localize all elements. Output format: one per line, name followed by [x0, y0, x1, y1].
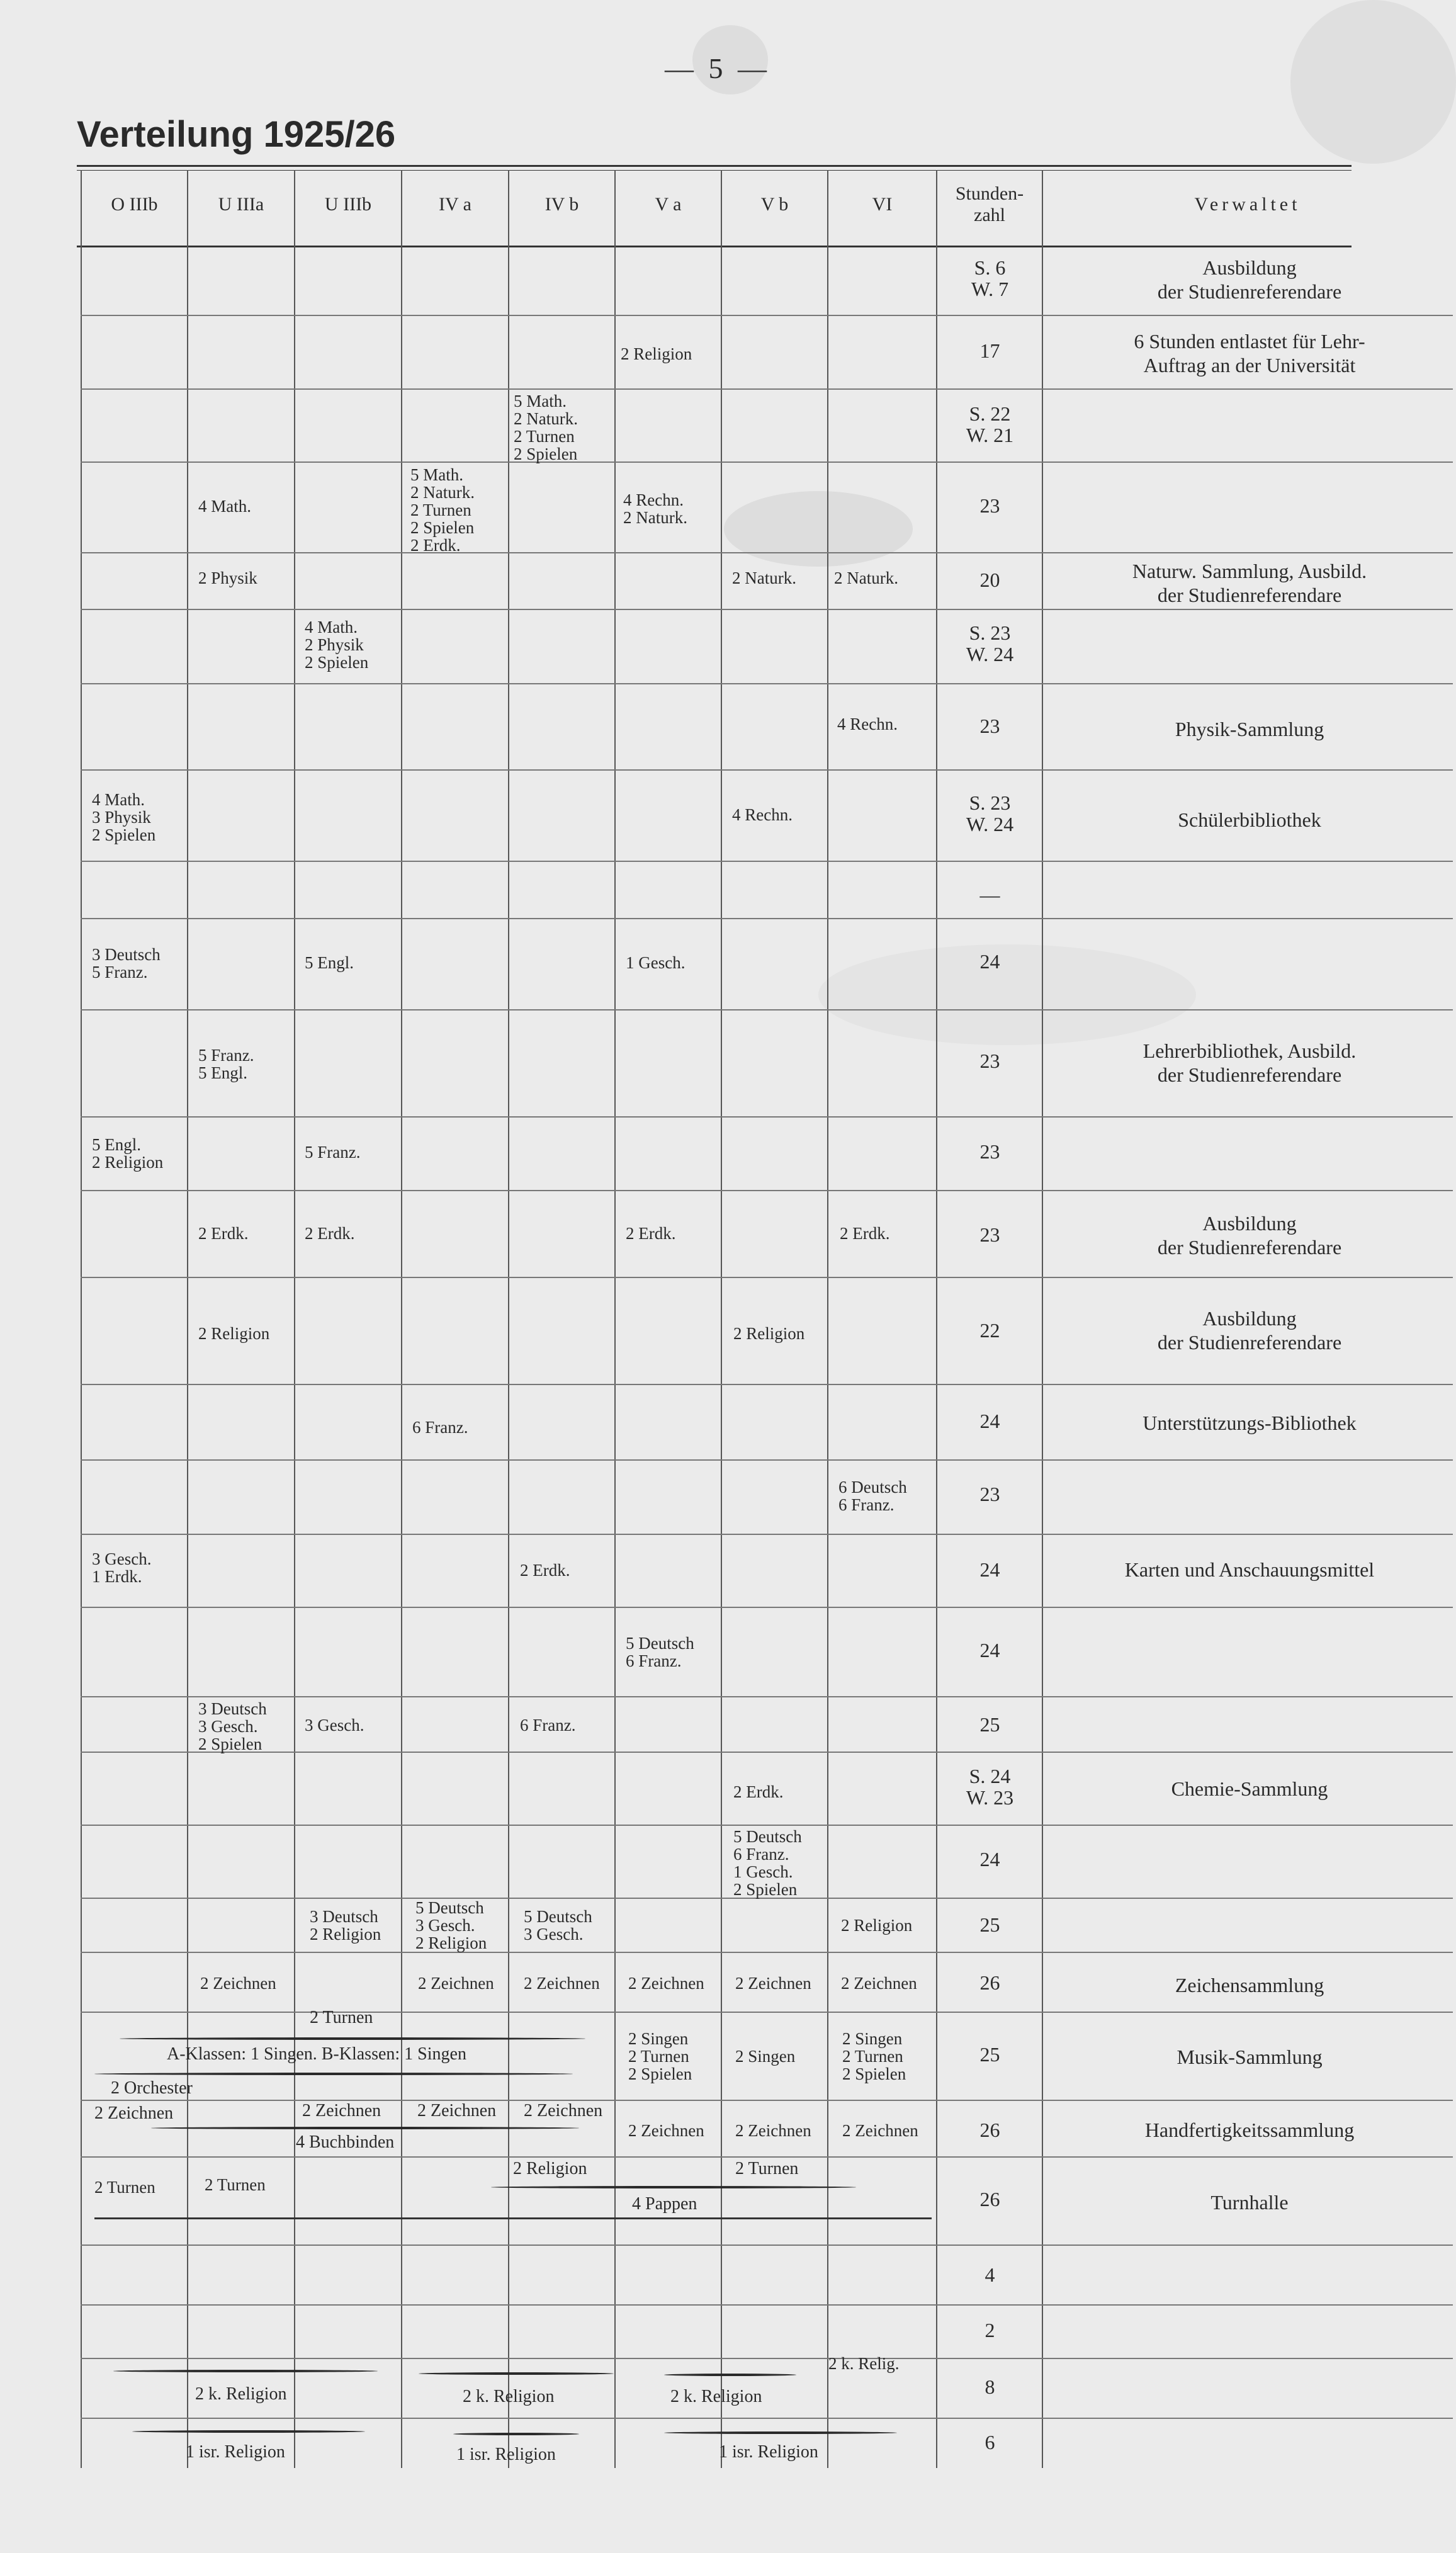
class-cell: 2 Turnen — [205, 2175, 266, 2194]
note-buchbinden: 4 Buchbinden — [296, 2132, 395, 2152]
row-line — [81, 1752, 1453, 1753]
brace — [113, 2370, 378, 2372]
verwaltet-cell: Ausbildung der Studienreferendare — [1157, 1307, 1342, 1354]
page-title: Verteilung 1925/26 — [77, 114, 396, 155]
hours-cell: 24 — [979, 1848, 1000, 1871]
class-cell: 2 Singen 2 Turnen 2 Spielen — [628, 2029, 692, 2083]
header-uiiia: U IIIa — [218, 194, 264, 215]
row-line — [81, 1384, 1453, 1385]
row-line — [81, 2156, 1453, 2158]
note-zeichnen: 2 Zeichnen — [94, 2103, 174, 2123]
verwaltet-cell: Handfertigkeitssammlung — [1144, 2119, 1355, 2141]
column-line — [614, 170, 616, 2468]
class-cell: 2 Zeichnen — [200, 1974, 276, 1993]
hours-cell: 24 — [979, 1558, 1000, 1581]
class-cell: 4 Math. 2 Physik 2 Spielen — [305, 618, 369, 672]
hours-cell: — — [979, 883, 1000, 906]
brace — [453, 2433, 579, 2435]
class-cell: 5 Engl. — [305, 953, 354, 972]
hours-cell: 8 — [985, 2375, 995, 2398]
verwaltet-cell: Physik-Sammlung — [1175, 718, 1324, 740]
hours-cell: S. 24 W. 23 — [966, 1765, 1014, 1809]
note-k-religion: 2 k. Religion — [670, 2387, 762, 2406]
row-line — [81, 1607, 1453, 1608]
row-line — [81, 918, 1453, 919]
hours-cell: 25 — [979, 1913, 1000, 1936]
header-ivb: IV b — [545, 194, 579, 215]
row-line — [81, 461, 1453, 463]
class-cell: 4 Rechn. — [732, 805, 793, 824]
verwaltet-cell: Chemie-Sammlung — [1171, 1777, 1328, 1800]
verwaltet-cell: Turnhalle — [1211, 2191, 1289, 2214]
class-cell: 2 Erdk. — [733, 1782, 784, 1801]
header-verwaltet: Verwaltet — [1194, 194, 1301, 215]
row-line — [81, 861, 1453, 862]
class-cell: 2 Physik — [198, 569, 257, 587]
row-line — [81, 2304, 1453, 2306]
class-cell: 2 Singen 2 Turnen 2 Spielen — [842, 2029, 906, 2083]
class-cell: 5 Franz. — [305, 1143, 361, 1162]
hours-cell: 24 — [979, 1410, 1000, 1432]
note-isr-religion: 1 isr. Religion — [456, 2445, 556, 2464]
hours-cell: S. 23 W. 24 — [966, 621, 1014, 665]
brace — [151, 2127, 579, 2129]
class-cell: 2 Naturk. — [834, 569, 898, 587]
verwaltet-cell: Zeichensammlung — [1175, 1974, 1324, 1996]
row-line — [81, 769, 1453, 771]
hours-cell: 2 — [985, 2319, 995, 2341]
hours-cell: 23 — [979, 1483, 1000, 1505]
class-cell: 2 k. Relig. — [828, 2354, 900, 2373]
class-cell: 2 Zeichnen — [628, 1974, 704, 1993]
hours-cell: S. 23 W. 24 — [966, 791, 1014, 835]
class-cell: 5 Deutsch 6 Franz. 1 Gesch. 2 Spielen — [733, 1827, 802, 1899]
hours-cell: 23 — [979, 1223, 1000, 1246]
hours-cell: 26 — [979, 1971, 1000, 1994]
class-cell: 1 Gesch. — [626, 953, 686, 972]
hours-cell: 23 — [979, 494, 1000, 517]
verwaltet-cell: Ausbildung der Studienreferendare — [1157, 256, 1342, 303]
row-line — [81, 2100, 1453, 2101]
row-line — [81, 2244, 1453, 2246]
hours-cell: 25 — [979, 2043, 1000, 2066]
class-cell: 4 Rechn. — [837, 715, 898, 733]
hours-cell: 6 — [985, 2431, 995, 2454]
hours-cell: 23 — [979, 715, 1000, 737]
header-oiiib: O IIIb — [111, 194, 158, 215]
hours-cell: S. 6 W. 7 — [971, 256, 1009, 300]
column-line — [936, 170, 937, 2468]
note-isr-religion: 1 isr. Religion — [719, 2442, 818, 2462]
note-singen: A-Klassen: 1 Singen. B-Klassen: 1 Singen — [167, 2044, 466, 2064]
class-cell: 3 Deutsch 2 Religion — [310, 1907, 381, 1944]
class-cell: 2 Zeichnen — [418, 1974, 494, 1993]
column-line — [721, 170, 722, 2468]
row-line — [81, 609, 1453, 610]
class-cell: 2 Zeichnen — [735, 1974, 811, 1993]
class-cell: 2 Erdk. — [198, 1224, 249, 1243]
class-cell: 6 Franz. — [412, 1418, 468, 1437]
column-line — [187, 170, 188, 2468]
class-cell: 4 Math. — [198, 497, 251, 516]
header-iva: IV a — [439, 194, 471, 215]
class-cell: 2 Religion — [621, 344, 692, 363]
hours-cell: 23 — [979, 1140, 1000, 1163]
class-cell: 2 Turnen — [94, 2178, 155, 2197]
class-cell: 5 Math. 2 Naturk. 2 Turnen 2 Spielen 2 Erdk. — [410, 465, 475, 555]
verwaltet-cell: Unterstützungs-Bibliothek — [1143, 1412, 1357, 1434]
row-line — [81, 1009, 1453, 1010]
brace — [120, 2037, 585, 2040]
class-cell: 5 Deutsch 3 Gesch. — [524, 1907, 592, 1944]
header-va: V a — [655, 194, 682, 215]
column-line — [1042, 170, 1043, 2468]
note-turnen: 2 Turnen — [735, 2159, 799, 2178]
row-line — [81, 1116, 1453, 1118]
class-cell: 2 Erdk. — [626, 1224, 676, 1243]
header-rule — [77, 246, 1352, 247]
note-k-religion: 2 k. Religion — [463, 2387, 555, 2406]
class-cell: 3 Deutsch 5 Franz. — [92, 945, 161, 982]
brace — [664, 2374, 796, 2376]
note-zeichnen: 2 Zeichnen — [302, 2101, 381, 2120]
hours-cell: 26 — [979, 2119, 1000, 2141]
note-religion: 2 Religion — [513, 2159, 587, 2178]
row-line — [81, 1825, 1453, 1826]
hours-cell: 23 — [979, 1050, 1000, 1072]
top-rule — [77, 165, 1352, 167]
note-pappen: 4 Pappen — [632, 2194, 697, 2214]
class-cell: 3 Gesch. 1 Erdk. — [92, 1549, 152, 1586]
note-orchester: 2 Orchester — [111, 2078, 193, 2098]
class-cell: 2 Zeichnen — [628, 2121, 704, 2140]
class-cell: 5 Franz. 5 Engl. — [198, 1046, 254, 1082]
hours-cell: S. 22 W. 21 — [966, 402, 1014, 446]
hours-cell: 20 — [979, 569, 1000, 591]
row-line — [81, 1534, 1453, 1535]
header-stundenzahl: Stunden- zahl — [955, 183, 1024, 225]
row-line — [81, 2012, 1453, 2013]
class-cell: 5 Engl. 2 Religion — [92, 1135, 164, 1172]
class-cell: 2 Zeichnen — [524, 1974, 600, 1993]
class-cell: 2 Erdk. — [305, 1224, 355, 1243]
row-line — [81, 1190, 1453, 1191]
header-vb: V b — [760, 194, 789, 215]
row-line — [81, 1952, 1453, 1953]
class-cell: 2 Religion — [733, 1324, 805, 1343]
brace — [664, 2431, 897, 2434]
hours-cell: 4 — [985, 2263, 995, 2286]
class-cell: 3 Gesch. — [305, 1716, 364, 1735]
row-line — [81, 2418, 1453, 2419]
brace — [419, 2372, 614, 2375]
row-line — [81, 388, 1453, 390]
header-uiiib: U IIIb — [324, 194, 372, 215]
row-line — [81, 552, 1453, 553]
brace — [94, 2073, 573, 2075]
column-line — [401, 170, 402, 2468]
class-cell: 2 Religion — [198, 1324, 270, 1343]
verwaltet-cell: Ausbildung der Studienreferendare — [1157, 1212, 1342, 1259]
verwaltet-cell: Lehrerbibliothek, Ausbild. der Studienreferendare — [1143, 1039, 1357, 1086]
hours-cell: 24 — [979, 950, 1000, 973]
column-line — [81, 170, 82, 2468]
note-zeichnen: 2 Zeichnen — [417, 2101, 497, 2120]
pappen-rule — [94, 2217, 932, 2219]
column-line — [827, 170, 828, 2468]
class-cell: 6 Deutsch 6 Franz. — [838, 1478, 907, 1514]
row-line — [81, 315, 1453, 316]
verwaltet-cell: Naturw. Sammlung, Ausbild. der Studienreferendare — [1132, 560, 1367, 606]
class-cell: 3 Deutsch 3 Gesch. 2 Spielen — [198, 1699, 267, 1753]
class-cell: 2 Zeichnen — [841, 1974, 917, 1993]
class-cell: 2 Religion — [841, 1916, 913, 1935]
header-vi: VI — [872, 194, 893, 215]
class-cell: 5 Math. 2 Naturk. 2 Turnen 2 Spielen — [514, 392, 578, 463]
hours-cell: 22 — [979, 1319, 1000, 1342]
class-cell: 2 Singen — [735, 2047, 796, 2066]
column-line — [508, 170, 509, 2468]
note-isr-religion: 1 isr. Religion — [186, 2442, 285, 2462]
verwaltet-cell: Schülerbibliothek — [1178, 808, 1321, 831]
verwaltet-cell: Musik-Sammlung — [1177, 2046, 1323, 2068]
note-zeichnen: 2 Zeichnen — [524, 2101, 603, 2120]
paper-stain — [1290, 0, 1456, 164]
verwaltet-cell: Karten und Anschauungsmittel — [1124, 1558, 1375, 1581]
class-cell: 2 Erdk. — [840, 1224, 890, 1243]
row-line — [81, 1277, 1453, 1278]
hours-cell: 26 — [979, 2188, 1000, 2211]
class-cell: 2 Zeichnen — [842, 2121, 918, 2140]
class-cell: 5 Deutsch 6 Franz. — [626, 1634, 694, 1670]
class-cell: 2 Naturk. — [732, 569, 796, 587]
row-line — [81, 1696, 1453, 1697]
brace — [491, 2186, 856, 2188]
paper-stain — [724, 491, 913, 567]
note-k-religion: 2 k. Religion — [195, 2384, 287, 2404]
hours-cell: 25 — [979, 1713, 1000, 1736]
class-cell: 6 Franz. — [520, 1716, 576, 1735]
row-line — [81, 2358, 1453, 2359]
class-cell: 4 Rechn. 2 Naturk. — [623, 490, 687, 527]
hours-cell: 24 — [979, 1639, 1000, 1661]
row-line — [81, 1459, 1453, 1461]
page-number: — 5 — — [665, 52, 770, 84]
verwaltet-cell: 6 Stunden entlastet für Lehr- Auftrag an der Universität — [1134, 330, 1365, 376]
note-turnen: 2 Turnen — [310, 2008, 373, 2027]
row-line — [81, 683, 1453, 684]
class-cell: 2 Erdk. — [520, 1561, 570, 1580]
hours-cell: 17 — [979, 339, 1000, 362]
column-line — [294, 170, 295, 2468]
brace — [132, 2430, 365, 2433]
class-cell: 2 Zeichnen — [735, 2121, 811, 2140]
class-cell: 4 Math. 3 Physik 2 Spielen — [92, 790, 156, 844]
class-cell: 5 Deutsch 3 Gesch. 2 Religion — [415, 1898, 487, 1952]
